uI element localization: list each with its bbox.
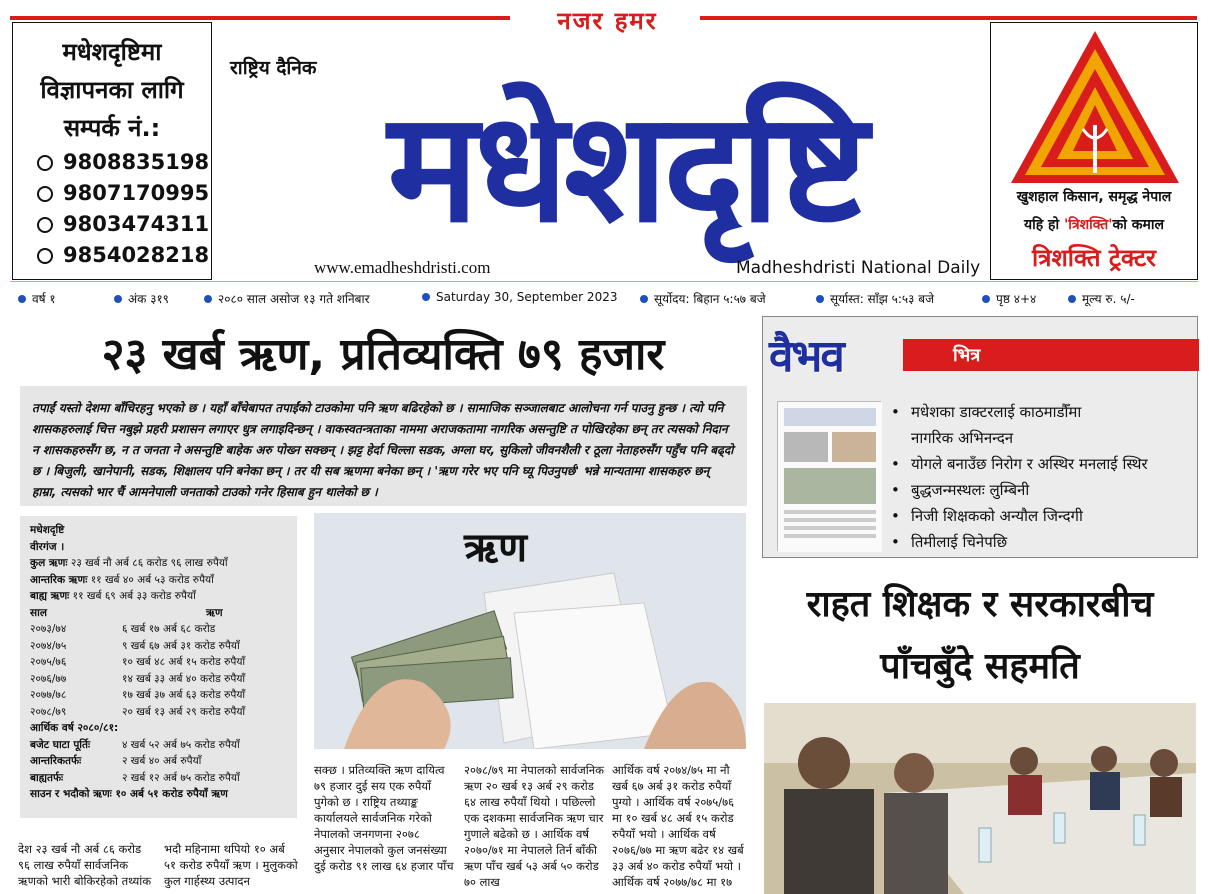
vaibhav-title: वैभव bbox=[769, 331, 843, 382]
top-banner: नजर हमर bbox=[557, 7, 658, 35]
stats-row bbox=[30, 704, 287, 721]
ad-right-brand: त्रिशक्ति ट्रेक्टर bbox=[1032, 244, 1156, 272]
info-sunrise bbox=[640, 290, 766, 307]
phone-number: 9808835198 bbox=[63, 150, 210, 174]
website-link[interactable]: www.emadheshdristi.com bbox=[314, 258, 491, 277]
right-headline-line-1[interactable]: राहत शिक्षक र सरकारबीच bbox=[806, 584, 1154, 625]
ad-tag-post: को कमाल bbox=[1112, 217, 1165, 233]
stats-debt: २० खर्ब १३ अर्ब २९ करोड रुपैयाँ bbox=[122, 705, 246, 718]
phone-icon bbox=[37, 217, 53, 233]
bullet-icon bbox=[640, 295, 648, 303]
stats-row bbox=[30, 654, 287, 671]
info-issue bbox=[114, 290, 169, 307]
ad-phone-4[interactable] bbox=[13, 240, 211, 271]
ad-phone-1[interactable] bbox=[13, 147, 211, 178]
phone-number: 9807170995 bbox=[63, 181, 210, 205]
phone-number: 9854028218 bbox=[63, 243, 210, 267]
masthead-logo: मधेशदृष्टि bbox=[387, 77, 865, 256]
info-text: २०८० साल असोज १३ गते शनिबार bbox=[218, 292, 370, 306]
stats-external bbox=[30, 588, 287, 605]
stats-row bbox=[30, 638, 287, 655]
phone-number: 9803474311 bbox=[63, 212, 210, 236]
bullet-icon bbox=[18, 295, 26, 303]
vaibhav-item-cont[interactable]: नागरिक अभिनन्दन bbox=[911, 429, 1014, 447]
bullet-icon bbox=[114, 295, 122, 303]
info-year bbox=[18, 290, 56, 307]
vaibhav-thumbnail bbox=[777, 401, 881, 551]
stats-value: २ खर्ब ४० अर्ब रुपैयाँ bbox=[122, 755, 202, 767]
info-text: सूर्यास्त: साँझ ५:५३ बजे bbox=[830, 292, 934, 306]
meeting-photo bbox=[764, 703, 1196, 894]
money-hands-illustration bbox=[314, 513, 746, 749]
stats-row bbox=[30, 671, 287, 688]
body-column-1: सक्छ । प्रतिव्यक्ति ऋण दायित्व ७९ हजार दुई सय एक रुपैयाँ पुगेको छ । राष्ट्रिय तथ्याङ्क कार्यालयले सार्वजनिक गरेको नेपालको जनगणना २०७८ अनुसार नेपालको कुल जनसंख्या दुई करोड ९१ लाख ६४ हजार पाँच bbox=[314, 763, 454, 873]
vaibhav-inside-label: भित्र bbox=[953, 345, 981, 366]
info-bar bbox=[0, 282, 1209, 310]
bullet-icon bbox=[982, 295, 990, 303]
debt-photo bbox=[314, 513, 746, 749]
ad-right-slogan: खुशहाल किसान, समृद्ध नेपाल bbox=[1016, 189, 1172, 205]
vaibhav-bar bbox=[903, 339, 1199, 371]
stats-value: ११ खर्ब ६९ अर्ब ३३ करोड रुपैयाँ bbox=[72, 590, 196, 602]
stats-internal bbox=[30, 572, 287, 589]
stats-place: वीरगंज । bbox=[30, 540, 65, 553]
stats-debt: १७ खर्ब ३७ अर्ब ६३ करोड रुपैयाँ bbox=[122, 689, 246, 701]
body-column-2: २०७८/७९ मा नेपालको सार्वजनिक ऋण २० खर्ब १३ अर्ब २९ करोड ६४ लाख रुपैयाँ थियो । पछिल्लो एक दशकमा सार्वजनिक ऋण चार गुणाले बढेको छ । आर्थिक वर्ष २०७०/७१ मा नेपालले तिर्न बाँकी ऋण पाँच खर्ब ५३ अर्ब ५० करोड ७० लाख bbox=[464, 763, 604, 889]
stats-year: २०७८/७९ bbox=[30, 705, 67, 718]
info-text: अंक ३१९ bbox=[128, 292, 169, 306]
debt-photo-caption: ऋण bbox=[464, 525, 528, 571]
vaibhav-item[interactable]: • योगले बनाउँछ निरोग र अस्थिर मनलाई स्थिर bbox=[891, 451, 1191, 477]
phone-icon bbox=[37, 186, 53, 202]
info-date-np bbox=[204, 290, 370, 307]
stats-total bbox=[30, 555, 287, 572]
stats-source: मधेशदृष्टि bbox=[30, 524, 65, 536]
info-text: मूल्य रु. ५/- bbox=[1082, 292, 1135, 306]
stats-value: ४ खर्ब ५२ अर्ब ७५ करोड रुपैयाँ bbox=[122, 738, 240, 751]
vaibhav-item[interactable]: • तिमीलाई चिनेपछि bbox=[891, 529, 1191, 555]
info-text: पृष्ठ ४+४ bbox=[996, 292, 1037, 306]
stats-year: २०७४/७५ bbox=[30, 639, 67, 652]
stats-ext bbox=[30, 770, 287, 787]
body-column-3: आर्थिक वर्ष २०७४/७५ मा नौ खर्ब ६७ अर्ब ३१ करोड रुपैयाँ पुग्यो । आर्थिक वर्ष २०७५/७६ मा १० खर्ब ४८ अर्ब १५ करोड रुपैयाँ भयो । आर्थिक वर्ष २०७६/७७ मा ऋण बढेर १४ खर्ब ३३ अर्ब ४० करोड रुपैयाँ भयो । आर्थिक वर्ष २०७७/७८ मा १७ bbox=[612, 763, 744, 889]
stats-label: आन्तरिकतर्फः bbox=[30, 755, 82, 767]
meeting-illustration bbox=[764, 703, 1196, 894]
ad-tag-brand: 'त्रिशक्ति' bbox=[1063, 217, 1113, 233]
stats-debt: १० खर्ब ४८ अर्ब १५ करोड रुपैयाँ bbox=[122, 656, 246, 668]
info-price bbox=[1068, 290, 1135, 307]
right-headline-line-2[interactable]: पाँचबुँदे सहमति bbox=[880, 646, 1080, 687]
phone-icon bbox=[37, 155, 53, 171]
stats-int bbox=[30, 753, 287, 770]
body-column-4: देश २३ खर्ब नौ अर्ब ८६ करोड ९६ लाख रुपैयाँ सार्वजनिक ऋणको भारी बोकिरहेको तथ्यांक bbox=[18, 842, 152, 888]
stats-label: बाह्यतर्फः bbox=[30, 771, 64, 784]
main-lead: तपाईं यस्तो देशमा बाँचिरहनु भएको छ । यहाँ बाँचेबापत तपाईंको टाउकोमा पनि ऋण बढिरहेको छ । सामाजिक सञ्जालबाट आलोचना गर्न पाउनु हुन्छ । त्यो पनि शासकहरुलाई चित्त नबुझे प्रहरी प्रशासन लगाएर धुत्र लगाइदिन्छन् । वाकस्वतन्त्रताका नाममा अराजकतामा नागरिक असन्तुष्टि त पोखिरहेका छन् तर त्यसको निदान न शासकहरुसँग छ, न त जनता ने असन्तुष्टि बाहेक अरु पोख्न सक्छन् । झट्ट हेर्दा चिल्ला सडक, अग्ला घर, सुकिलो जीवनशैली र ठूला नेताहरुसँग पहुँच पनि बढ्दो छ । बिजुली, खानेपानी, सडक, शिक्षालय पनि बनेका छन् । तर यी सब ऋणमा बनेका छन् । 'ऋण गरेर भए पनि घ्यू पिउनुपर्छ' भन्ने मान्यतामा शासकहरु छन् हाम्रा, त्यसको भार चैं आमनेपाली जनताको टाउको गनेर हिसाब हुन थालेको छ । bbox=[20, 386, 747, 506]
info-text: वर्ष १ bbox=[32, 292, 56, 306]
stats-label: कुल ऋणः bbox=[30, 557, 68, 569]
stats-value: २ खर्ब १२ अर्ब ७५ करोड रुपैयाँ bbox=[122, 771, 240, 784]
main-headline[interactable]: २३ खर्ब ऋण, प्रतिव्यक्ति ७९ हजार bbox=[101, 329, 665, 380]
english-name: Madheshdristi National Daily bbox=[736, 258, 981, 278]
vaibhav-list bbox=[891, 399, 1191, 555]
ad-right-tag bbox=[991, 215, 1197, 234]
stats-value: ११ खर्ब ४० अर्ब ५३ करोड रुपैयाँ bbox=[90, 573, 214, 586]
vaibhav-box[interactable] bbox=[762, 316, 1198, 558]
body-column-5: भदौ महिनामा थपियो १० अर्ब ५१ करोड रुपैयाँ ऋण । मुलुकको कुल गार्हस्थ्य उत्पादन bbox=[164, 842, 298, 888]
stats-row bbox=[30, 687, 287, 704]
masthead-tagline: राष्ट्रिय दैनिक bbox=[230, 57, 317, 79]
bullet-icon bbox=[1068, 295, 1076, 303]
vaibhav-item[interactable]: • बुद्धजन्मस्थलः लुम्बिनी bbox=[891, 477, 1191, 503]
stats-debt: १४ खर्ब ३३ अर्ब ४० करोड रुपैयाँ bbox=[122, 672, 246, 685]
ad-line-2: विज्ञापनका लागि bbox=[40, 76, 184, 104]
stats-col-year: साल bbox=[30, 606, 47, 619]
vaibhav-item[interactable]: • मधेशका डाक्टरलाई काठमाडौँमा bbox=[891, 399, 1191, 425]
ad-box-left bbox=[12, 22, 212, 280]
stats-debt: ९ खर्ब ६७ अर्ब ३१ करोड रुपैयाँ bbox=[122, 639, 240, 652]
stats-fy: आर्थिक वर्ष २०८०/८१: bbox=[30, 722, 119, 734]
stats-year: २०७६/७७ bbox=[30, 672, 67, 685]
info-pages bbox=[982, 290, 1036, 307]
top-rule-left bbox=[10, 16, 510, 20]
debt-stats-box bbox=[20, 516, 297, 818]
info-sunset bbox=[816, 290, 934, 307]
stats-value: २३ खर्ब नौ अर्ब ८६ करोड ९६ लाख रुपैयाँ bbox=[70, 557, 228, 569]
bullet-icon bbox=[816, 295, 824, 303]
phone-icon bbox=[37, 248, 53, 264]
info-text: सूर्योदय: बिहान ५:५७ बजे bbox=[654, 292, 766, 306]
stats-budget bbox=[30, 737, 287, 754]
bullet-icon bbox=[422, 293, 430, 301]
stats-row bbox=[30, 621, 287, 638]
stats-year: २०७७/७८ bbox=[30, 689, 67, 701]
stats-header-row bbox=[30, 605, 287, 622]
bullet-icon bbox=[204, 295, 212, 303]
stats-year: २०७३/७४ bbox=[30, 623, 67, 635]
stats-col-debt: ऋण bbox=[206, 606, 223, 619]
ad-phone-2[interactable] bbox=[13, 178, 211, 209]
ad-box-right[interactable] bbox=[990, 22, 1198, 280]
vaibhav-item[interactable]: • निजी शिक्षकको अन्यौल जिन्दगी bbox=[891, 503, 1191, 529]
stats-label: आन्तरिक ऋणः bbox=[30, 573, 88, 586]
stats-year: २०७५/७६ bbox=[30, 656, 67, 668]
stats-label: बजेट घाटा पूर्तिः bbox=[30, 738, 91, 751]
info-text: Saturday 30, September 2023 bbox=[436, 290, 618, 304]
ad-tag-pre: यहि हो bbox=[1023, 217, 1064, 233]
top-rule-right bbox=[700, 16, 1197, 20]
vaibhav-page-thumbnail bbox=[778, 402, 882, 552]
stats-debt: ६ खर्ब १७ अर्ब ६८ करोड bbox=[122, 623, 216, 635]
info-date-en bbox=[422, 290, 617, 304]
ad-line-1: मधेशदृष्टिमा bbox=[62, 38, 162, 66]
stats-label: बाह्य ऋणः bbox=[30, 590, 70, 602]
ad-line-3: सम्पर्क नं.: bbox=[63, 114, 161, 142]
trishakti-logo-icon bbox=[1009, 29, 1181, 185]
stats-bhadra: साउन र भदौको ऋणः १० अर्ब ५१ करोड रुपैयाँ ऋण bbox=[30, 788, 228, 800]
ad-phone-3[interactable] bbox=[13, 209, 211, 240]
